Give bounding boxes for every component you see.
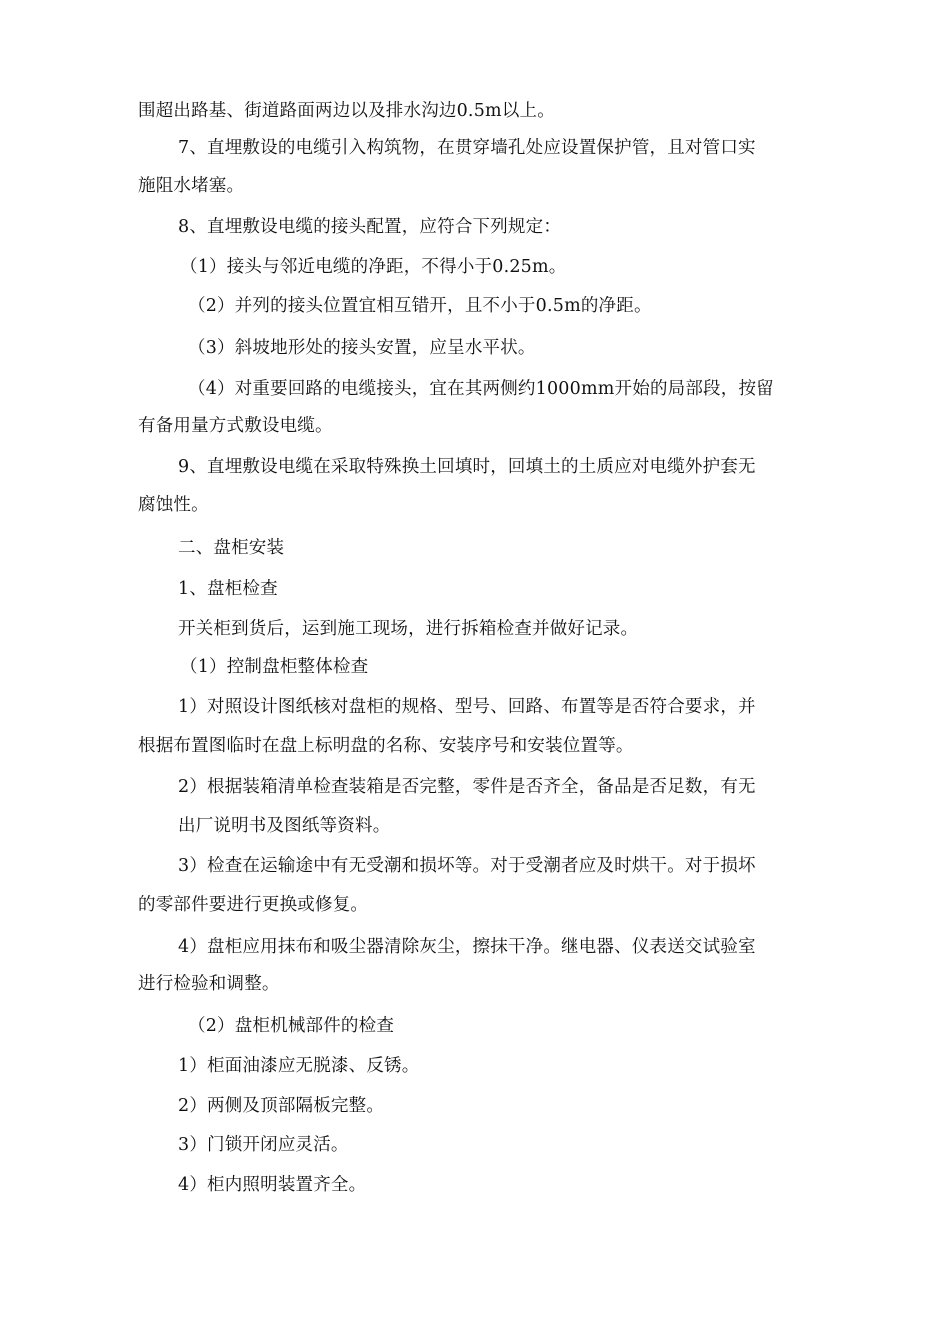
- text-line: 3）门锁开闭应灵活。: [178, 1135, 349, 1155]
- text-line: 2）两侧及顶部隔板完整。: [178, 1096, 385, 1116]
- text-line: （2）盘柜机械部件的检查: [188, 1016, 395, 1036]
- text-line: （4）对重要回路的电缆接头，宜在其两侧约1000mm开始的局部段，按留: [188, 379, 774, 399]
- text-line: （2）并列的接头位置宜相互错开，且不小于0.5m的净距。: [188, 296, 652, 316]
- text-line: 腐蚀性。: [138, 495, 209, 515]
- text-line: 围超出路基、街道路面两边以及排水沟边0.5m以上。: [138, 101, 555, 121]
- subsection-heading: 1、盘柜检查: [178, 579, 278, 599]
- text-line: 3）检查在运输途中有无受潮和损坏等。对于受潮者应及时烘干。对于损坏: [178, 856, 756, 876]
- text-line: （1）控制盘柜整体检查: [180, 657, 369, 677]
- text-line: 4）盘柜应用抹布和吸尘器清除灰尘，擦抹干净。继电器、仪表送交试验室: [178, 937, 756, 957]
- section-heading: 二、盘柜安装: [178, 538, 285, 558]
- text-line: 有备用量方式敷设电缆。: [138, 416, 333, 436]
- text-line: 1）对照设计图纸核对盘柜的规格、型号、回路、布置等是否符合要求，并: [178, 697, 756, 717]
- text-line: 7、直埋敷设的电缆引入构筑物，在贯穿墙孔处应设置保护管，且对管口实: [178, 138, 756, 158]
- text-line: 施阻水堵塞。: [138, 176, 245, 196]
- text-line: 1）柜面油漆应无脱漆、反锈。: [178, 1056, 420, 1076]
- text-line: 4）柜内照明装置齐全。: [178, 1175, 367, 1195]
- text-line: （3）斜坡地形处的接头安置，应呈水平状。: [188, 338, 536, 358]
- text-line: 的零部件要进行更换或修复。: [138, 895, 369, 915]
- text-line: 进行检验和调整。: [138, 974, 280, 994]
- text-line: 8、直埋敷设电缆的接头配置，应符合下列规定：: [178, 217, 562, 237]
- text-line: 9、直埋敷设电缆在采取特殊换土回填时，回填土的土质应对电缆外护套无: [178, 457, 756, 477]
- text-line: （1）接头与邻近电缆的净距，不得小于0.25m。: [180, 257, 567, 277]
- text-line: 根据布置图临时在盘上标明盘的名称、安装序号和安装位置等。: [138, 736, 634, 756]
- text-line: 出厂说明书及图纸等资料。: [178, 816, 391, 836]
- text-line: 开关柜到货后，运到施工现场，进行拆箱检查并做好记录。: [178, 619, 639, 639]
- text-line: 2）根据装箱清单检查装箱是否完整，零件是否齐全，备品是否足数，有无: [178, 777, 756, 797]
